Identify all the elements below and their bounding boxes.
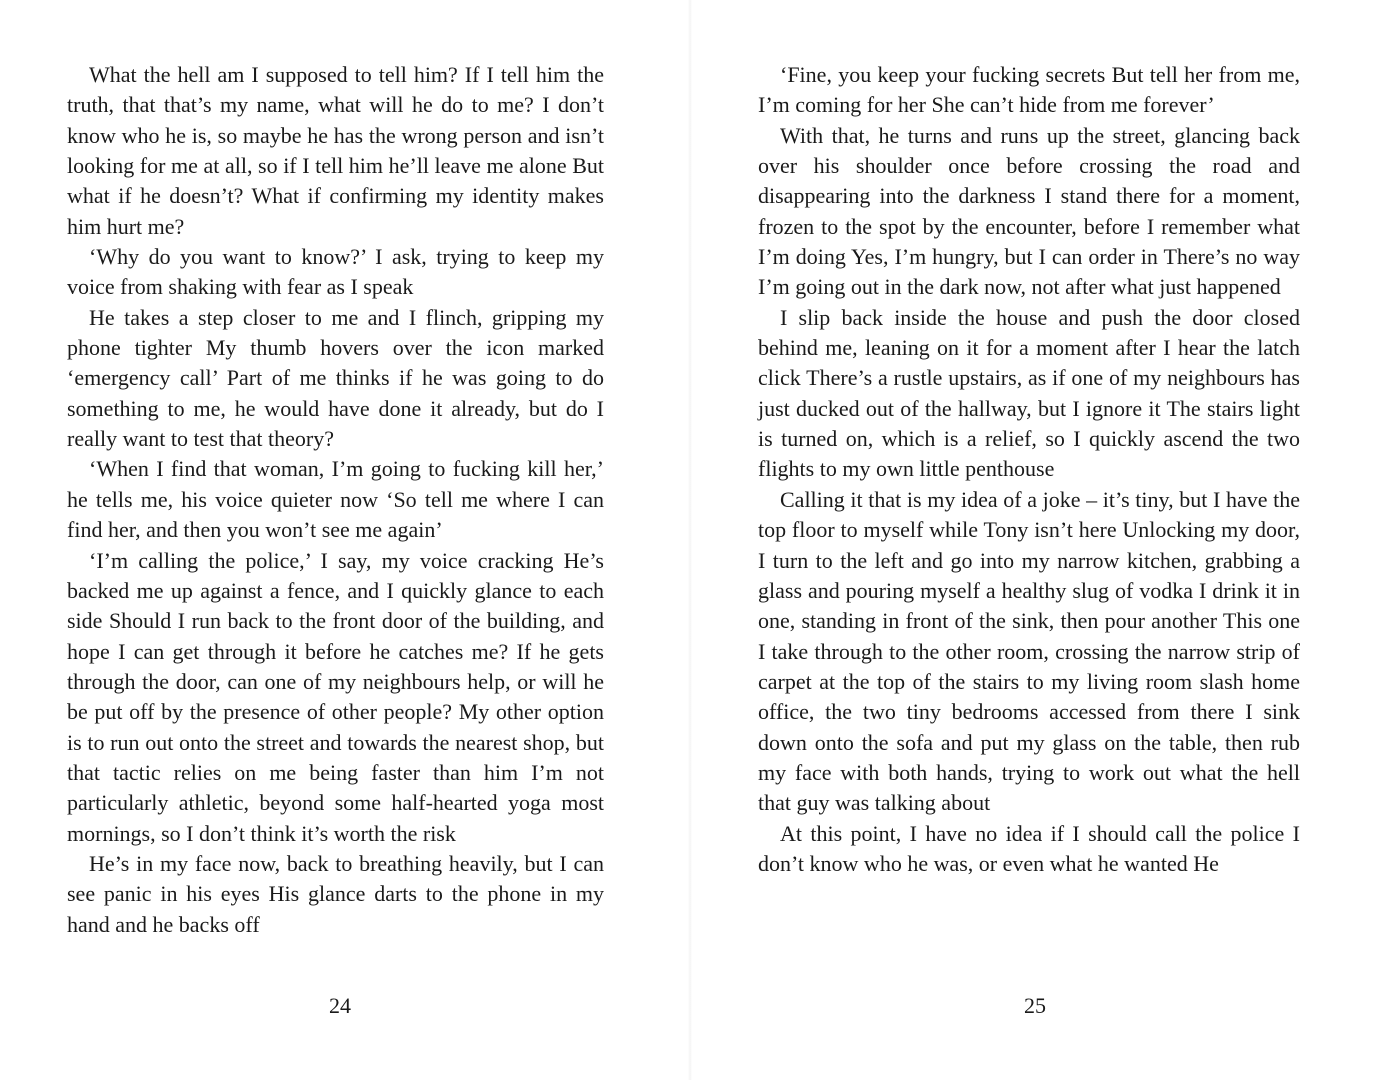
page-number: 24 <box>329 993 351 1018</box>
left-page-text <box>67 60 604 940</box>
paragraph: ‘I’m calling the police,’ I say, my voice cracking He’s backed me up against a fence, and I quickly glance to each side Should I run back to the front door of the building, and hope I can get through it before he catches me? If he gets through the door, can one of my neighbours help, or will he be put off by the presence of other people? My other option is to run out onto the street and towards the nearest shop, but that tactic relies on me being faster than him I’m not particularly athletic, beyond some half-hearted yoga most mornings, so I don’t think it’s worth the risk <box>67 547 604 846</box>
paragraph: ‘Fine, you keep your fucking secrets But tell her from me, I’m coming for her She can’t hide from me forever’ <box>758 62 1300 118</box>
paragraph: At this point, I have no idea if I should call the police I don’t know who he was, or even what he wanted He <box>758 820 1300 876</box>
paragraph: ‘When I find that woman, I’m going to fucking kill her,’ he tells me, his voice quieter now ‘So tell me where I can find her, and then you won’t see me again’ <box>67 456 604 543</box>
page-number: 25 <box>1024 993 1046 1018</box>
paragraph: I slip back inside the house and push the door closed behind me, leaning on it for a moment after I hear the latch click There’s a rustle upstairs, as if one of my neighbours has just ducked out of the hallway, but I ignore it The stairs light is turned on, which is a relief, so I quickly ascend the two flights to my own little penthouse <box>758 304 1300 482</box>
left-page <box>0 0 690 1080</box>
paragraph: With that, he turns and runs up the street, glancing back over his shoulder once before crossing the road and disappearing into the darkness I stand there for a moment, frozen to the spot by the encounter, before I remember what I’m doing Yes, I’m hungry, but I can order in There’s no way I’m going out in the dark now, not after what just happened <box>758 122 1300 300</box>
paragraph: He takes a step closer to me and I flinch, gripping my phone tighter My thumb hovers over the icon marked ‘emergency call’ Part of me thinks if he was going to do something to me, he would have done it already, but do I really want to test that theory? <box>67 304 604 452</box>
paragraph: What the hell am I supposed to tell him? If I tell him the truth, that that’s my name, what will he do to me? I don’t know who he is, so maybe he has the wrong person and isn’t looking for me at all, so if I tell him he’ll leave me alone But what if he doesn’t? What if confirming my identity makes him hurt me? <box>67 62 604 239</box>
paragraph: He’s in my face now, back to breathing heavily, but I can see panic in his eyes His glance darts to the phone in my hand and he backs off <box>67 850 604 937</box>
right-page <box>690 0 1381 1080</box>
paragraph: Calling it that is my idea of a joke – it’s tiny, but I have the top floor to myself while Tony isn’t here Unlocking my door, I turn to the left and go into my narrow kitchen, grabbing a glass and pouring myself a healthy slug of vodka I drink it in one, standing in front of the sink, then pour another This one I take through to the other room, crossing the narrow strip of carpet at the top of the stairs to my living room slash home office, the two tiny bedrooms accessed from there I sink down onto the sofa and put my glass on the table, then rub my face with both hands, trying to work out what the hell that guy was talking about <box>758 486 1300 816</box>
right-page-text <box>758 60 1300 879</box>
paragraph: ‘Why do you want to know?’ I ask, trying to keep my voice from shaking with fear as I speak <box>67 244 604 300</box>
